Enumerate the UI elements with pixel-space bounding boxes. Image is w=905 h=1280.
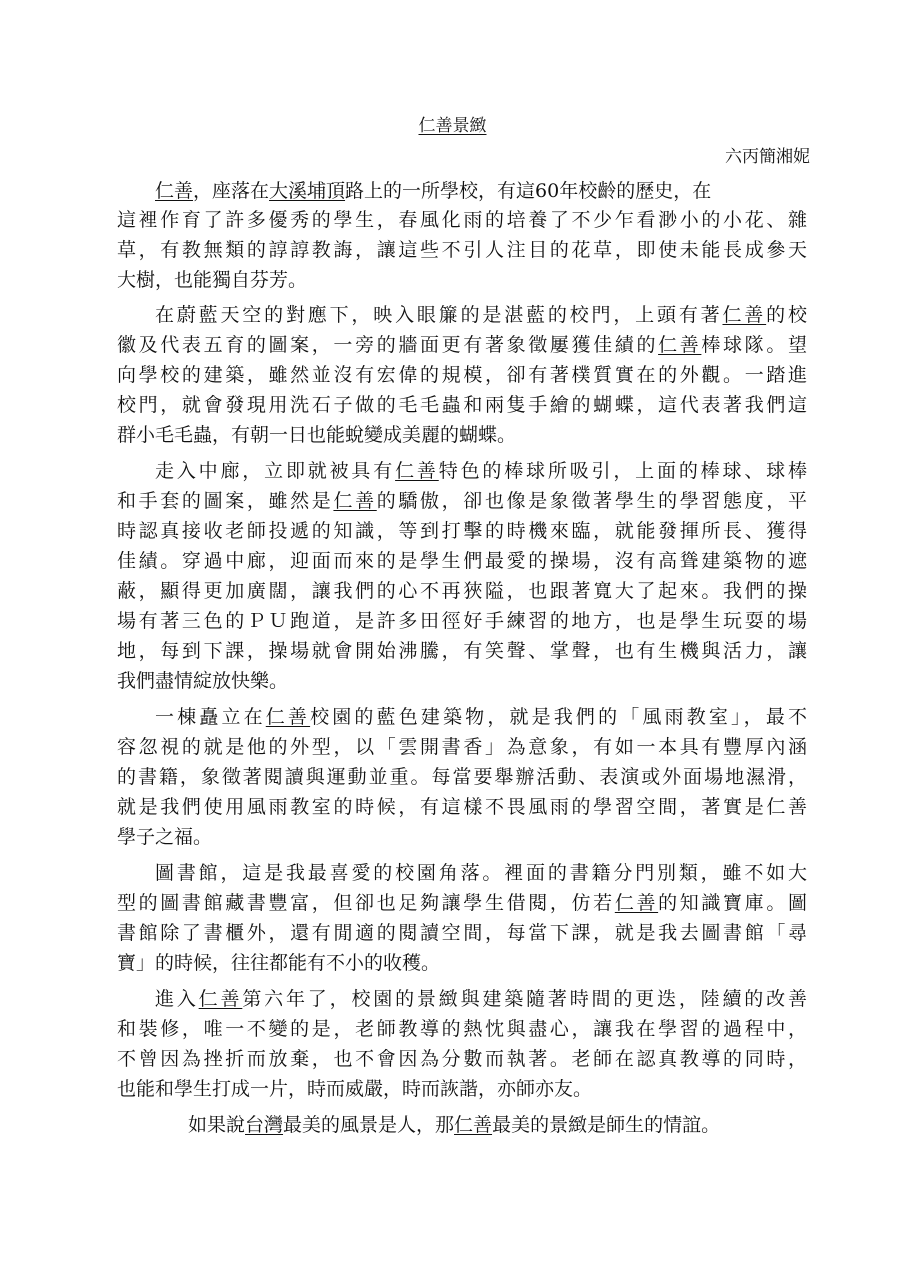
text-segment: 一棟矗立在 [155, 706, 266, 728]
text-line [117, 920, 807, 946]
text-line [117, 794, 807, 820]
text-segment: 我們盡情綻放快樂。 [117, 670, 289, 692]
text-line [117, 362, 807, 388]
text-line [117, 422, 807, 448]
text-segment: 和裝修，唯一不變的是，老師教導的熱忱與盡心，讓我在學習的過程中， [117, 1018, 807, 1040]
text-line [117, 332, 807, 358]
text-line [117, 518, 807, 544]
text-segment: 寶」的時候，往往都能有不小的收穫。 [117, 952, 441, 974]
underlined-proper-noun: 台灣 [245, 1114, 284, 1136]
text-segment: 的書籍，象徵著閱讀與運動並重。每當要舉辦活動、表演或外面場地濕滑， [117, 766, 807, 788]
text-segment: 時認真接收老師投遞的知識，等到打擊的時機來臨，就能發揮所長、獲得 [117, 520, 807, 542]
text-line [117, 638, 807, 664]
text-line [117, 1076, 807, 1102]
underlined-proper-noun: 仁善 [658, 334, 702, 356]
text-segment: 佳績。穿過中廊，迎面而來的是學生們最愛的操場，沒有高聳建築物的遮 [117, 550, 807, 572]
text-line [155, 458, 807, 484]
text-segment: 的驕傲，卻也像是象徵著學生的學習態度，平 [376, 490, 807, 512]
underlined-proper-noun: 仁善 [198, 988, 243, 1010]
underlined-proper-noun: 大溪埔頂 [269, 180, 346, 202]
text-segment: 向學校的建築，雖然並沒有宏偉的規模，卻有著樸質實在的外觀。一踏進 [117, 364, 807, 386]
text-line [155, 704, 807, 730]
text-line [155, 986, 807, 1012]
text-segment: 學子之福。 [117, 826, 213, 848]
text-line [117, 824, 807, 850]
text-line [117, 1016, 807, 1042]
text-line [188, 1112, 807, 1138]
text-segment: 的知識寶庫。圖 [658, 892, 807, 914]
text-segment: 如果說 [188, 1114, 246, 1136]
text-line [117, 488, 807, 514]
text-segment: 第六年了，校園的景緻與建築隨著時間的更迭，陸續的改善 [242, 988, 807, 1010]
text-segment: 場有著三色的ＰＵ跑道，是許多田徑好手練習的地方，也是學生玩耍的場 [117, 610, 807, 632]
text-line [117, 734, 807, 760]
text-segment: 大樹，也能獨自芬芳。 [117, 269, 308, 291]
text-segment: 圖書館，這是我最喜愛的校園角落。裡面的書籍分門別類，雖不如大 [155, 862, 807, 884]
text-line [117, 237, 807, 263]
text-line [117, 267, 807, 293]
underlined-proper-noun: 仁善 [265, 706, 311, 728]
text-segment: 最美的景緻是師生的情誼。 [492, 1114, 721, 1136]
text-segment: 蔽，顯得更加廣闊，讓我們的心不再狹隘，也跟著寬大了起來。我們的操 [117, 580, 807, 602]
underlined-proper-noun: 仁善 [155, 180, 194, 202]
text-line [117, 548, 807, 574]
text-line [155, 178, 807, 204]
text-segment: 群小毛毛蟲，有朝一日也能蛻變成美麗的蝴蝶。 [117, 424, 517, 446]
text-segment: 最美的風景是人，那 [283, 1114, 455, 1136]
text-segment: 在蔚藍天空的對應下，映入眼簾的是湛藍的校門，上頭有著 [155, 304, 723, 326]
text-segment: 這裡作育了許多優秀的學生，春風化雨的培養了不少乍看渺小的小花、雜 [117, 209, 807, 231]
text-line [117, 764, 807, 790]
text-line [117, 668, 807, 694]
text-segment: 型的圖書館藏書豐富，但卻也足夠讓學生借閱，仿若 [117, 892, 615, 914]
text-line [117, 207, 807, 233]
text-segment: 容忽視的就是他的外型，以「雲開書香」為意象，有如一本具有豐厚內涵 [117, 736, 807, 758]
underlined-proper-noun: 仁善 [395, 460, 439, 482]
underlined-proper-noun: 仁善 [454, 1114, 493, 1136]
text-segment: 的校 [766, 304, 807, 326]
text-segment: 地，每到下課，操場就會開始沸騰，有笑聲、掌聲，也有生機與活力，讓 [117, 640, 807, 662]
underlined-proper-noun: 仁善 [333, 490, 377, 512]
text-segment: 不曾因為挫折而放棄，也不會因為分數而執著。老師在認真教導的同時， [117, 1048, 807, 1070]
underlined-proper-noun: 仁善 [722, 304, 767, 326]
text-line [117, 608, 807, 634]
text-segment: 校園的藍色建築物，就是我們的「風雨教室」，最不 [310, 706, 807, 728]
text-segment: 和手套的圖案，雖然是 [117, 490, 334, 512]
text-line [117, 950, 807, 976]
text-line [117, 1046, 807, 1072]
text-segment: 草，有教無類的諄諄教誨，讓這些不引人注目的花草，即使未能長成參天 [117, 239, 807, 261]
document-title: 仁善景緻 [418, 116, 487, 136]
text-line [117, 392, 807, 418]
author-name: 六丙簡湘妮 [725, 147, 810, 167]
text-segment: 路上的一所學校，有這60年校齡的歷史，在 [345, 180, 712, 202]
text-segment: 校門，就會發現用洗石子做的毛毛蟲和兩隻手繪的蝴蝶，這代表著我們這 [117, 394, 807, 416]
text-segment: 進入 [155, 988, 199, 1010]
text-line [155, 860, 807, 886]
text-segment: 也能和學生打成一片，時而威嚴，時而詼諧，亦師亦友。 [117, 1078, 593, 1100]
text-segment: ，座落在 [193, 180, 270, 202]
text-segment: 棒球隊。望 [701, 334, 807, 356]
text-line [117, 890, 807, 916]
text-segment: 特色的棒球所吸引，上面的棒球、球棒 [438, 460, 807, 482]
text-segment: 就是我們使用風雨教室的時候，有這樣不畏風雨的學習空間，著實是仁善 [117, 796, 807, 818]
text-line [117, 578, 807, 604]
text-segment: 書館除了書櫃外，還有閒適的閱讀空間，每當下課，就是我去圖書館「尋 [117, 922, 807, 944]
text-line [155, 302, 807, 328]
underlined-proper-noun: 仁善 [614, 892, 659, 914]
text-segment: 徽及代表五育的圖案，一旁的牆面更有著象徵屢獲佳績的 [117, 334, 659, 356]
text-segment: 走入中廊，立即就被具有 [155, 460, 396, 482]
